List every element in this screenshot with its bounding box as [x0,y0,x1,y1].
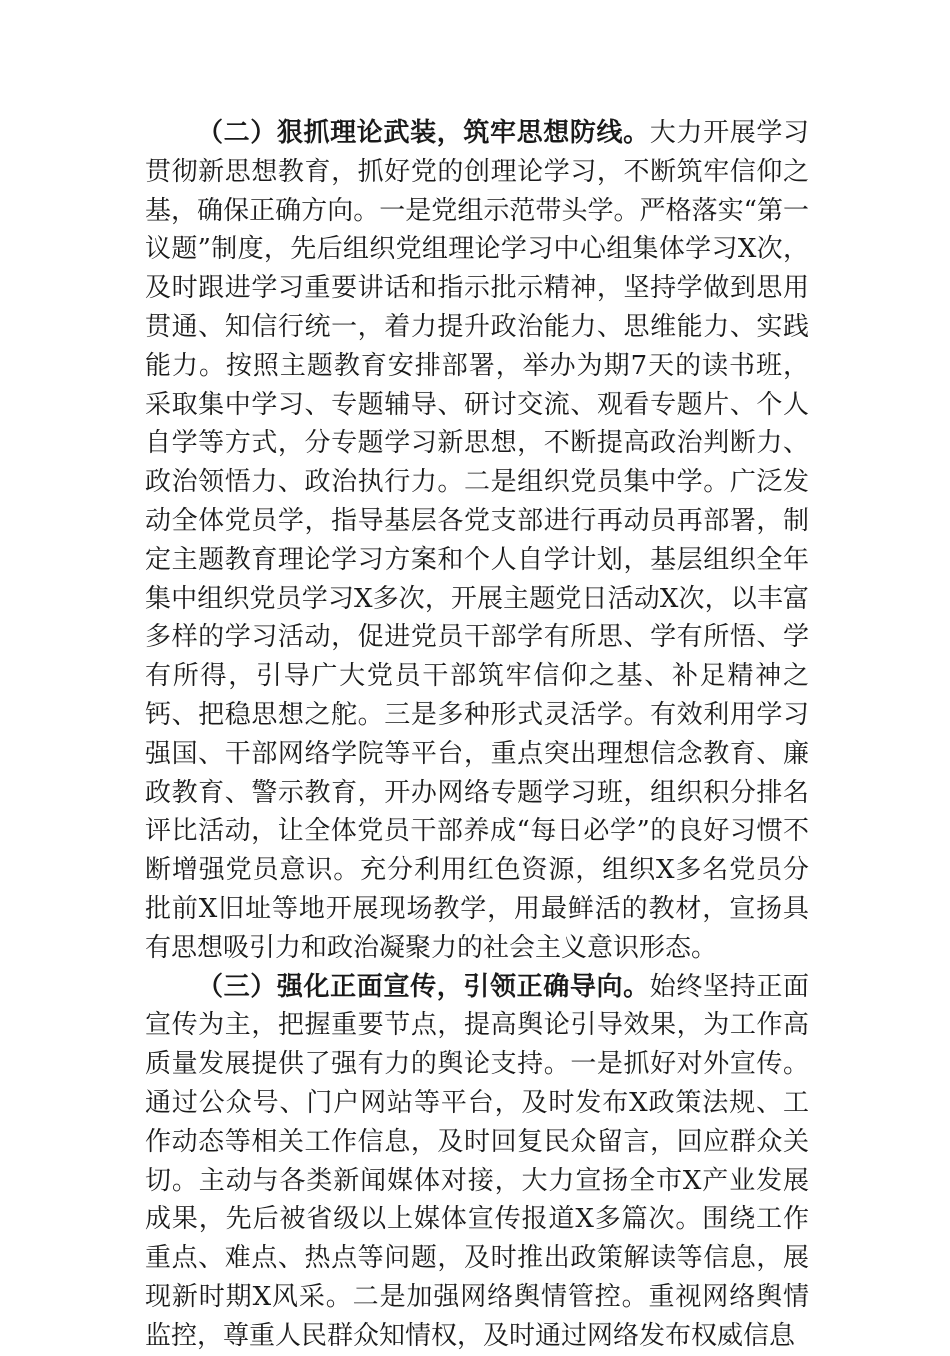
paragraph-heading: （二）狠抓理论武装，筑牢思想防线。 [197,118,650,148]
paragraph-text: 始终坚持正面宣传为主，把握重要节点，提高舆论引导效果，为工作高质量发展提供了强有力的舆论支持。一是抓好对外宣传。通过公众号、门户网站等平台，及时发布X政策法规、工作动态等相关工作信息，及时回复民众留言，回应群众关切。主动与各类新闻媒体对接，大力宣扬全市X产业发展成果，先后被省级以上媒体宣传报道X多篇次。围绕工作重点、难点、热点等问题，及时推出政策解读等信息，展现新时期X风采。二是加强网络舆情管控。重视网络舆情监控，尊重人民群众知情权，及时通过网络发布权威信息 [145,971,809,1351]
document-body [145,114,809,1356]
paragraph-publicity [145,968,809,1356]
paragraph-theory-study [145,114,809,968]
paragraph-heading: （三）强化正面宣传，引领正确导向。 [197,971,650,1002]
paragraph-text: 大力开展学习贯彻新思想教育，抓好党的创理论学习，不断筑牢信仰之基，确保正确方向。一是党组示范带头学。严格落实“第一议题”制度，先后组织党组理论学习中心组集体学习X次，及时跟进学习重要讲话和指示批示精神，坚持学做到思用贯通、知信行统一，着力提升政治能力、思维能力、实践能力。按照主题教育安排部署，举办为期7天的读书班，采取集中学习、专题辅导、研讨交流、观看专题片、个人自学等方式，分专题学习新思想，不断提高政治判断力、政治领悟力、政治执行力。二是组织党员集中学。广泛发动全体党员学，指导基层各党支部进行再动员再部署，制定主题教育理论学习方案和个人自学计划，基层组织全年集中组织党员学习X多次，开展主题党日活动X次，以丰富多样的学习活动，促进党员干部学有所思、学有所悟、学有所得，引导广大党员干部筑牢信仰之基、补足精神之钙、把稳思想之舵。三是多种形式灵活学。有效利用学习强国、干部网络学院等平台，重点突出理想信念教育、廉政教育、警示教育，开办网络专题学习班，组织积分排名评比活动，让全体党员干部养成“每日必学”的良好习惯不断增强党员意识。充分利用红色资源，组织X多名党员分批前X旧址等地开展现场教学，用最鲜活的教材，宣扬具有思想吸引力和政治凝聚力的社会主义意识形态。 [145,118,809,963]
